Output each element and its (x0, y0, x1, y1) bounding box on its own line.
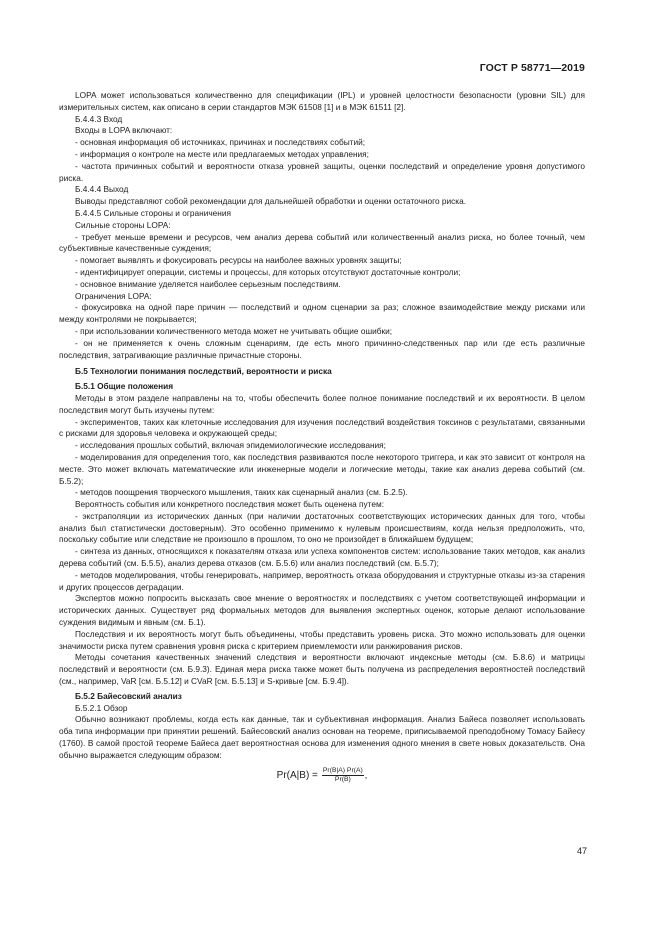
bayes-formula (59, 765, 585, 787)
formula-denominator: Pr(B) (334, 776, 351, 784)
formula-fraction (322, 767, 364, 784)
paragraph: Выводы представляют собой рекомендации для дальнейшей обработки и оценки остаточного риска. (75, 196, 467, 207)
list-item: - синтеза из данных, относящихся к показателям отказа или успеха компонентов систем: использование таких методов, как анализ дерева событий (см. Б.5.5), анализ дерева отказов (см. Б.5.6) или анализ последствий (см. Б.5.7); (59, 546, 585, 569)
list-item: - требует меньше времени и ресурсов, чем анализ дерева событий или количественный анализ риска, но более точный, чем субъективные качественные суждения; (59, 231, 585, 254)
list-item: - моделирования для определения того, как последствия развиваются после некоторого триггера, и как это зависит от контроля на месте. Это может включать математические или инженерные модели и логические методы, такие как анализ дерева событий (см. Б.5.2); (59, 451, 585, 486)
list-item: - помогает выявлять и фокусировать ресурсы на наиболее важных уровнях защиты; (75, 255, 402, 266)
list-item: - частота причинных событий и вероятности отказа уровней защиты, оценки последствий и определение уровня допустимого риска. (59, 160, 585, 183)
section-heading-b51: Б.5.1 Общие положения (75, 381, 174, 392)
page-content (59, 90, 585, 787)
subsection-heading: Б.4.4.3 Вход (75, 113, 123, 124)
paragraph: Методы в этом разделе направлены на то, чтобы обеспечить более полное понимание последствий и их вероятности. В целом последствия могут быть изучены путем: (59, 392, 585, 415)
list-item: - экстраполяции из исторических данных (при наличии достаточных соответствующих исторических данных для того, чтобы анализ был статистически достоверным). Это особенно применимо к нулевым происшествиям, когда нельзя предположить, что, поскольку событие или следствие не произошло в прошлом, то оно не произойдет в ближайшем будущем; (59, 510, 585, 545)
list-item: - методов моделирования, чтобы генерировать, например, вероятность отказа оборудования и структурные отказы из-за старения и других процессов деградации. (59, 569, 585, 592)
paragraph: Входы в LOPA включают: (75, 125, 173, 136)
formula-lhs: Pr(A|B) = (276, 769, 318, 781)
paragraph: Сильные стороны LOPA: (75, 219, 171, 230)
list-item: - исследования прошлых событий, включая эпидемиологические исследования; (75, 440, 386, 451)
list-item: - основное внимание уделяется наиболее серьезным последствиям. (75, 278, 341, 289)
list-item: - при использовании количественного метода может не учитывать общие ошибки; (75, 325, 393, 336)
paragraph: Последствия и их вероятность могут быть объединены, чтобы представить уровень риска. Это можно использовать для оценки значимости риска путем сравнения уровня риска с критерием приемлемости или ранжирования рисков. (59, 628, 585, 651)
list-item: - он не применяется к очень сложным сценариям, где есть много причинно-следственных пар или где есть различные последствия, затрагивающие различные причастные стороны. (59, 337, 585, 360)
subsection-heading: Б.5.2.1 Обзор (75, 702, 128, 713)
list-item: - методов поощрения творческого мышления, таких как сценарный анализ (см. Б.2.5). (75, 487, 408, 498)
subsection-heading: Б.4.4.4 Выход (75, 184, 129, 195)
list-item: - экспериментов, таких как клеточные исследования для изучения последствий воздействия токсинов с результатами, связанными с рисками для здоровья человека и окружающей среды; (59, 416, 585, 439)
section-heading-b5: Б.5 Технологии понимания последствий, вероятности и риска (75, 366, 332, 377)
paragraph: Обычно возникают проблемы, когда есть как данные, так и субъективная информация. Анализ Байеса позволяет использовать оба типа информации при принятии решений. Байесовский анализ основан на теореме, приписываемой преподобному Томасу Байесу (1760). В самой простой теореме Байеса дает вероятностная основа для изменения одного мнения в свете новых доказательств. Она обычно выражается следующим образом: (59, 714, 585, 760)
list-item: - идентифицирует операции, системы и процессы, для которых отсутствуют достаточные контроли; (75, 266, 461, 277)
section-heading-b52: Б.5.2 Байесовский анализ (75, 690, 182, 701)
list-item: - фокусировка на одной паре причин — последствий и одном сценарии за раз; сложное взаимодействие между рисками или между контролями не покрывается; (59, 302, 585, 325)
paragraph: Экспертов можно попросить высказать свое мнение о вероятностях и последствиях с учетом соответствующей информации и исторических данных. Существует ряд формальных методов для выявления экспертных оценок, которые делают использование суждения видимым и явным (см. Б.1). (59, 593, 585, 628)
page-number: 47 (576, 846, 587, 856)
paragraph: Ограничения LOPA: (75, 290, 152, 301)
list-item: - основная информация об источниках, причинах и последствиях событий; (75, 137, 366, 148)
paragraph: Методы сочетания качественных значений следствия и вероятности включают индексные методы (см. Б.8.6) и матрицы последствий и вероятности (см. Б.9.3). Единая мера риска также может быть получена из распределения вероятностей последствий (см., например, VaR [см. Б.5.12] и CVaR [см. Б.5.13] и S-кривые [см. Б.9.4]). (59, 652, 585, 687)
formula-tail: , (364, 769, 368, 780)
paragraph: Вероятность события или конкретного последствия может быть оценена путем: (75, 499, 385, 510)
standard-header: ГОСТ Р 58771—2019 (479, 62, 585, 74)
list-item: - информация о контроле на месте или предлагаемых методах управления; (75, 148, 369, 159)
subsection-heading: Б.4.4.5 Сильные стороны и ограничения (75, 207, 231, 218)
paragraph: LOPA может использоваться количественно для спецификации (IPL) и уровней целостности безопасности (уровни SIL) для измерительных систем, как описано в серии стандартов МЭК 61508 [1] и в МЭК 61511 [2]. (59, 90, 585, 112)
formula-numerator: Pr(B|A) Pr(A) (322, 767, 363, 775)
